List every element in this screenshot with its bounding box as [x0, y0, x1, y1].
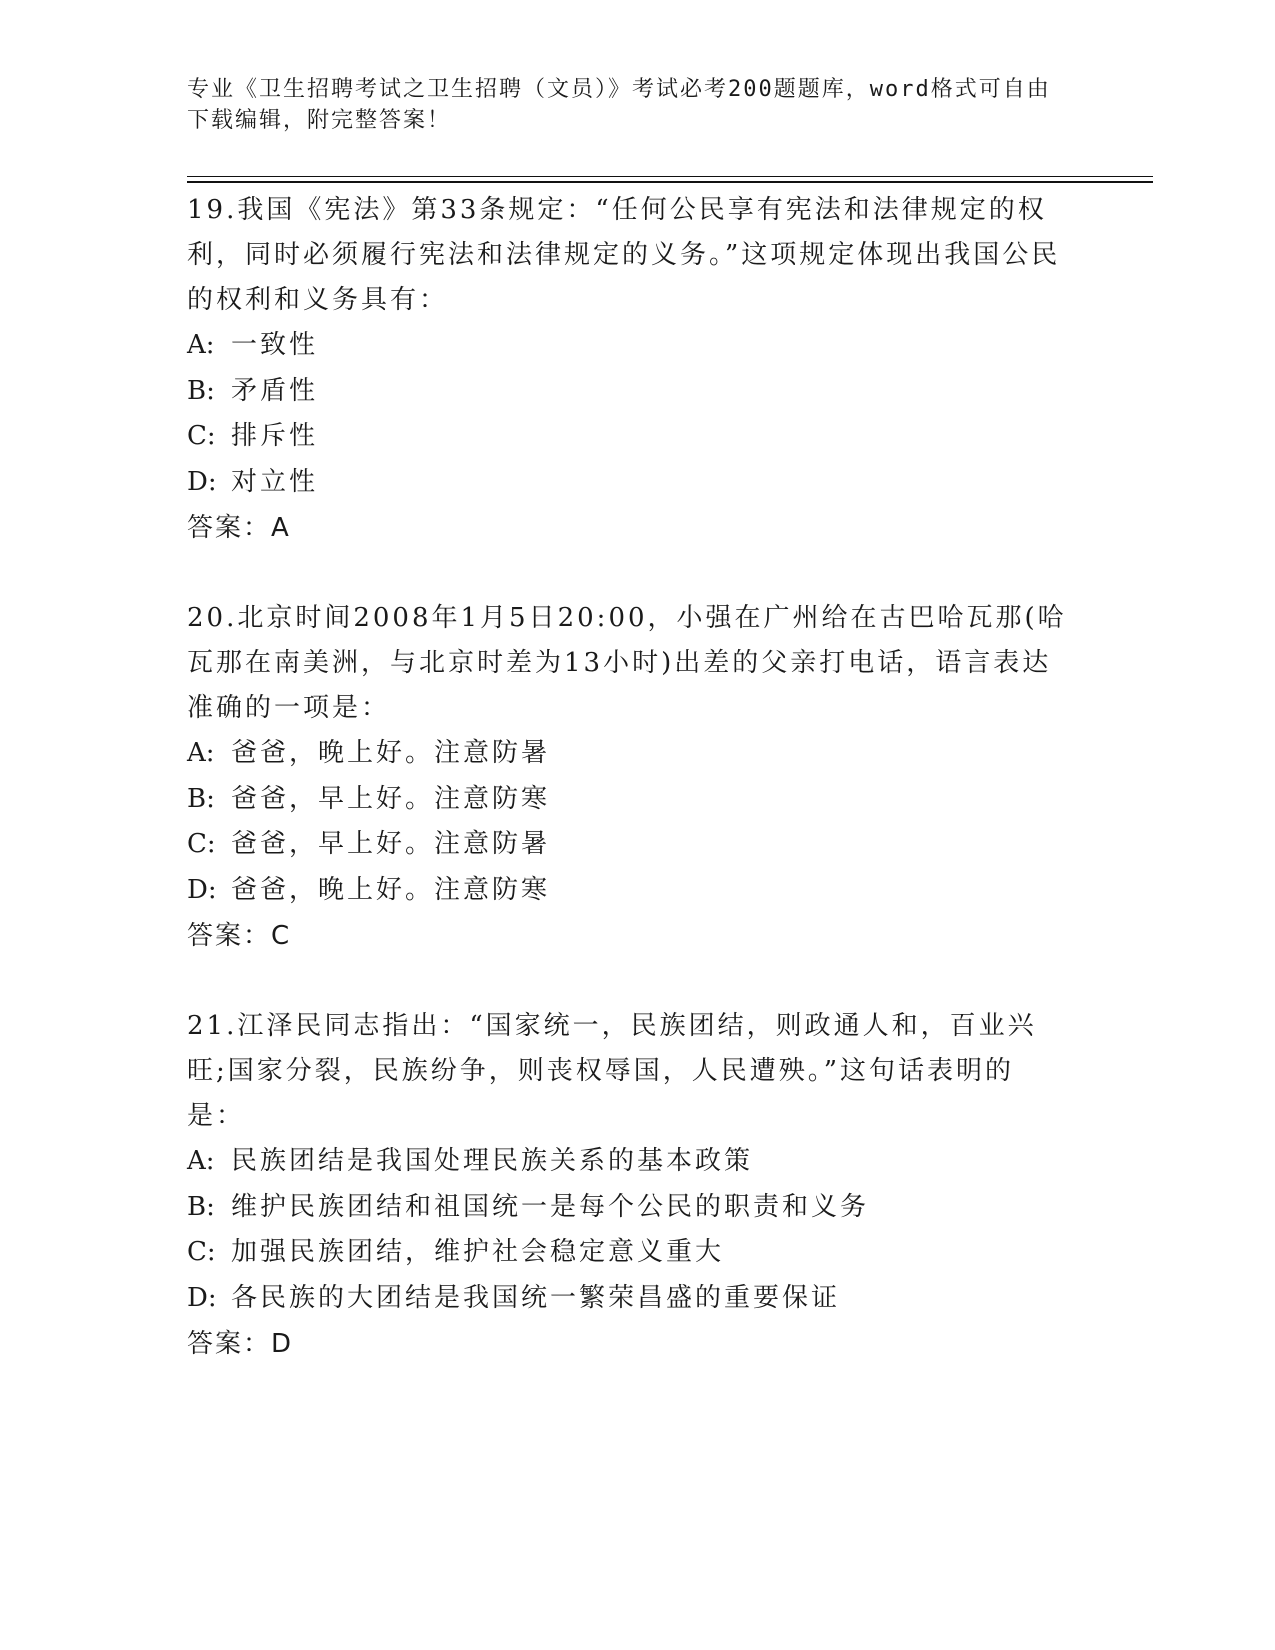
option-text: 对立性 — [231, 466, 319, 497]
option-letter: B: — [187, 375, 215, 406]
option-d — [187, 460, 1067, 506]
option-letter: B: — [187, 1191, 215, 1222]
header-divider-thin — [187, 176, 1153, 177]
option-text: 爸爸，晚上好。注意防暑 — [231, 738, 551, 768]
document-header: 专业《卫生招聘考试之卫生招聘（文员）》考试必考200题题库，word格式可自由下载编辑，附完整答案！ — [187, 77, 1051, 133]
option-text: 民族团结是我国处理民族关系的基本政策 — [231, 1146, 754, 1176]
option-c — [187, 1230, 1067, 1276]
question-19 — [187, 188, 1067, 551]
option-a — [187, 323, 1067, 369]
answer-line: 答案：C — [187, 921, 292, 951]
answer-line: 答案：A — [187, 513, 291, 543]
option-d — [187, 1276, 1067, 1322]
option-letter: D: — [187, 466, 217, 497]
header-divider-thick — [187, 181, 1153, 183]
option-letter: D: — [187, 1282, 217, 1313]
option-text: 各民族的大团结是我国统一繁荣昌盛的重要保证 — [231, 1282, 841, 1313]
question-stem: 20.北京时间2008年1月5日20:00，小强在广州给在古巴哈瓦那(哈瓦那在南美洲，与北京时差为13小时)出差的父亲打电话，语言表达准确的一项是： — [187, 603, 1067, 723]
option-c — [187, 414, 1067, 460]
question-stem: 19.我国《宪法》第33条规定：“任何公民享有宪法和法律规定的权利，同时必须履行宪法和法律规定的义务。”这项规定体现出我国公民的权利和义务具有： — [187, 195, 1061, 315]
option-letter: C: — [187, 829, 216, 859]
option-text: 爸爸，早上好。注意防寒 — [231, 783, 551, 814]
option-b — [187, 369, 1067, 415]
option-a — [187, 731, 1067, 777]
option-letter: A: — [187, 330, 215, 360]
option-text: 爸爸，早上好。注意防暑 — [231, 829, 551, 859]
question-21 — [187, 1004, 1067, 1367]
option-letter: C: — [187, 421, 216, 451]
option-d — [187, 868, 1067, 914]
option-b — [187, 777, 1067, 823]
answer-line: 答案：D — [187, 1329, 294, 1359]
option-text: 矛盾性 — [231, 375, 319, 406]
option-letter: A: — [187, 1146, 215, 1176]
option-letter: A: — [187, 738, 215, 768]
option-c — [187, 822, 1067, 868]
option-letter: D: — [187, 874, 217, 905]
option-b — [187, 1185, 1067, 1231]
option-text: 爸爸，晚上好。注意防寒 — [231, 874, 551, 905]
option-letter: C: — [187, 1237, 216, 1267]
question-20 — [187, 596, 1067, 959]
option-text: 加强民族团结，维护社会稳定意义重大 — [231, 1237, 725, 1267]
option-text: 维护民族团结和祖国统一是每个公民的职责和义务 — [231, 1191, 870, 1222]
option-text: 一致性 — [231, 330, 319, 360]
option-text: 排斥性 — [231, 421, 319, 451]
question-stem: 21.江泽民同志指出：“国家统一，民族团结，则政通人和，百业兴旺;国家分裂，民族纷争，则丧权辱国，人民遭殃。”这句话表明的是： — [187, 1011, 1037, 1131]
option-letter: B: — [187, 783, 215, 814]
option-a — [187, 1139, 1067, 1185]
